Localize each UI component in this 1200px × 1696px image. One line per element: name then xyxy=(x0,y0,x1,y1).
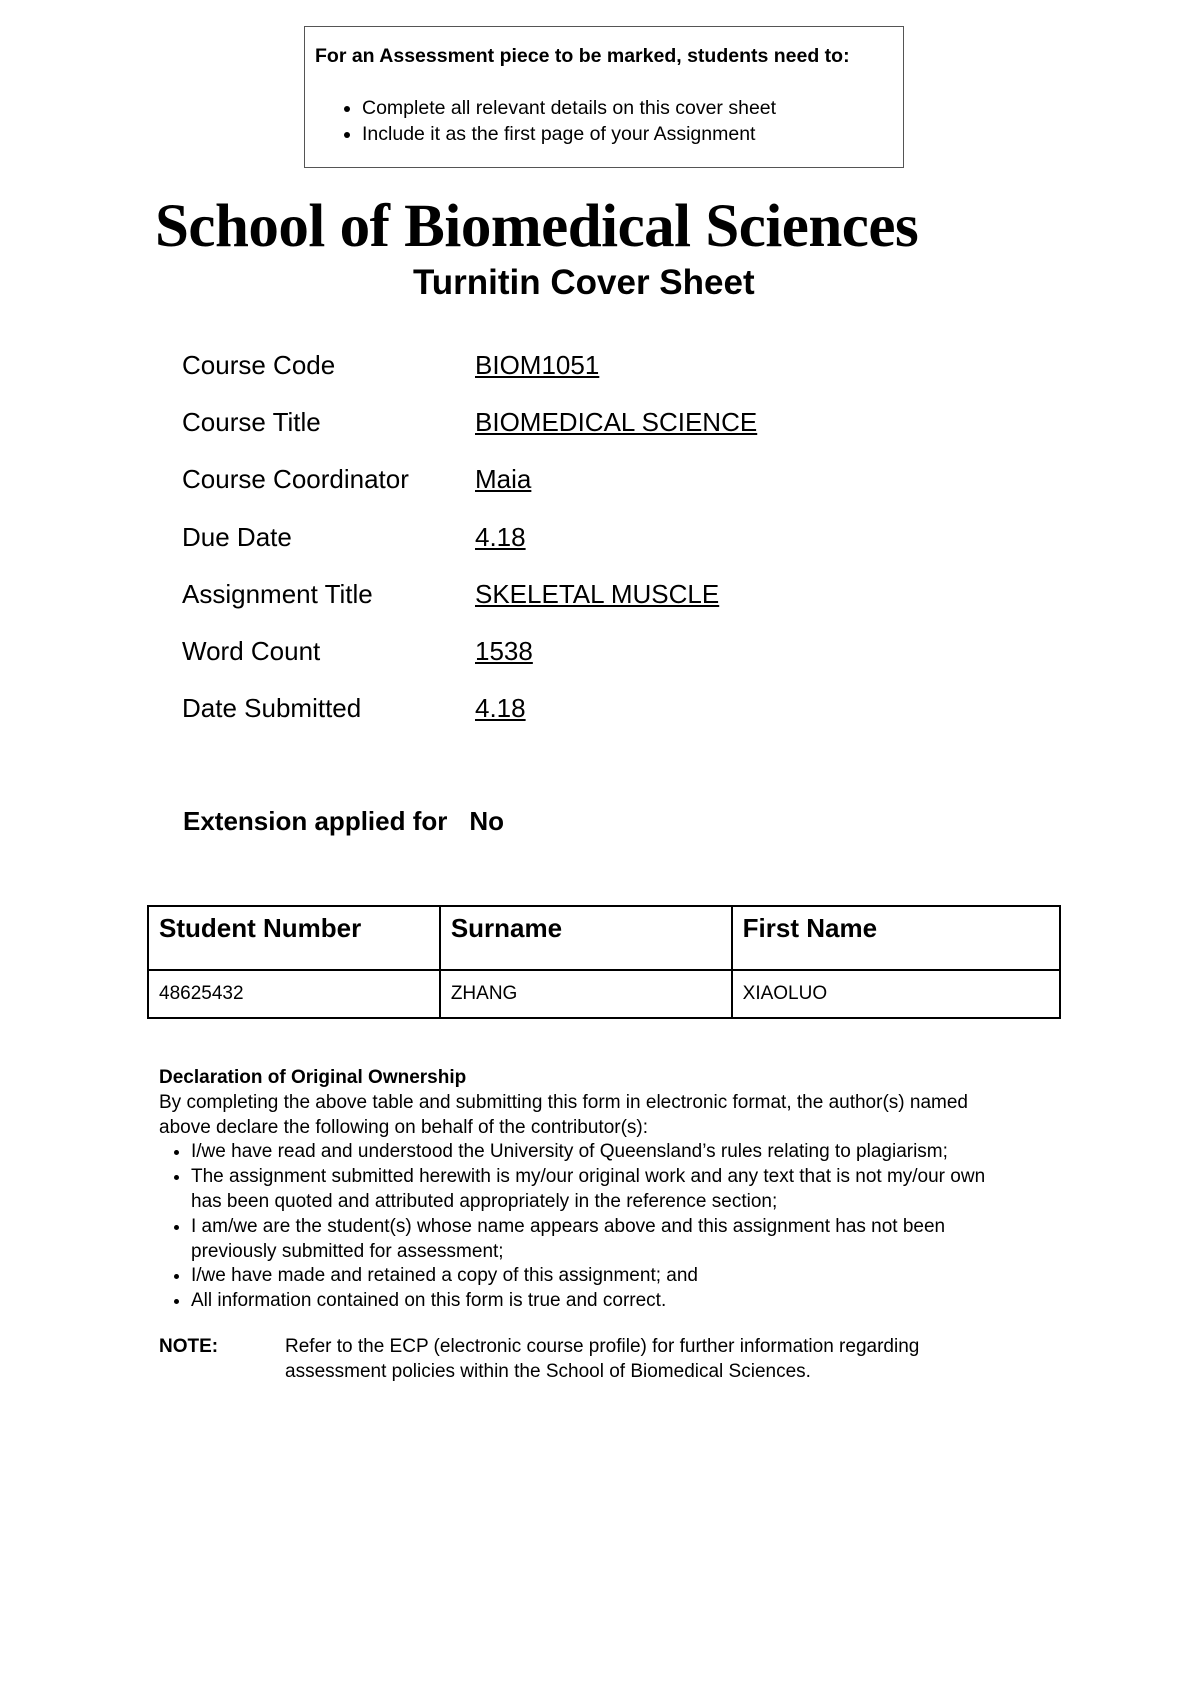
header-student-number: Student Number xyxy=(148,906,440,970)
table-header-row xyxy=(148,906,1060,970)
extension-row xyxy=(183,806,504,837)
field-value-course-code: BIOM1051 xyxy=(475,350,600,380)
field-value-course-title: BIOMEDICAL SCIENCE xyxy=(475,407,758,437)
instructions-list xyxy=(305,95,776,147)
field-label-due-date: Due Date xyxy=(182,522,292,552)
field-label-date-submitted: Date Submitted xyxy=(182,693,362,723)
declaration-list xyxy=(159,1140,1011,1314)
page-title: School of Biomedical Sciences xyxy=(155,193,919,260)
field-value-due-date: 4.18 xyxy=(475,522,526,552)
declaration-item: • All information contained on this form is true and correct. xyxy=(191,1289,1011,1314)
field-label-course-code: Course Code xyxy=(182,350,336,380)
declaration-section xyxy=(159,1066,1059,1314)
declaration-item: • I am/we are the student(s) whose name appears above and this assignment has not been previously submitted for assessment; xyxy=(191,1215,1011,1265)
field-label-course-coordinator: Course Coordinator xyxy=(182,464,409,494)
extension-label: Extension applied for xyxy=(183,806,448,836)
declaration-intro: By completing the above table and submitting this form in electronic format, the author(s) named above declare the following on behalf of the contributor(s): xyxy=(159,1091,968,1138)
declaration-item: • I/we have made and retained a copy of this assignment; and xyxy=(191,1264,1011,1289)
student-table xyxy=(147,905,1061,1019)
header-surname: Surname xyxy=(440,906,732,970)
instruction-item: • Complete all relevant details on this cover sheet xyxy=(362,95,776,121)
declaration-item: • I/we have read and understood the University of Queensland’s rules relating to plagiarism; xyxy=(191,1140,1011,1165)
page-subtitle: Turnitin Cover Sheet xyxy=(413,263,755,302)
field-value-course-coordinator: Maia xyxy=(475,464,532,494)
header-first-name: First Name xyxy=(732,906,1060,970)
note-section xyxy=(159,1335,1059,1385)
field-label-word-count: Word Count xyxy=(182,636,321,666)
instructions-heading: For an Assessment piece to be marked, students need to: xyxy=(315,45,850,67)
cell-surname: ZHANG xyxy=(440,970,732,1018)
field-label-course-title: Course Title xyxy=(182,407,321,437)
declaration-item: • The assignment submitted herewith is my/our original work and any text that is not my/our own has been quoted and attributed appropriately in the reference section; xyxy=(191,1165,1011,1215)
field-value-date-submitted: 4.18 xyxy=(475,693,526,723)
cell-first-name: XIAOLUO xyxy=(732,970,1060,1018)
extension-value: No xyxy=(469,806,505,836)
field-value-assignment-title: SKELETAL MUSCLE xyxy=(475,579,720,609)
note-text: Refer to the ECP (electronic course profile) for further information regarding assessment policies within the School of Biomedical Sciences. xyxy=(285,1336,920,1382)
table-row xyxy=(148,970,1060,1018)
field-label-assignment-title: Assignment Title xyxy=(182,579,373,609)
note-label: NOTE: xyxy=(159,1336,219,1357)
cell-student-number: 48625432 xyxy=(148,970,440,1018)
instructions-box xyxy=(304,26,904,168)
instruction-item: • Include it as the first page of your Assignment xyxy=(362,121,776,147)
field-value-word-count: 1538 xyxy=(475,636,533,666)
declaration-heading: Declaration of Original Ownership xyxy=(159,1067,467,1088)
